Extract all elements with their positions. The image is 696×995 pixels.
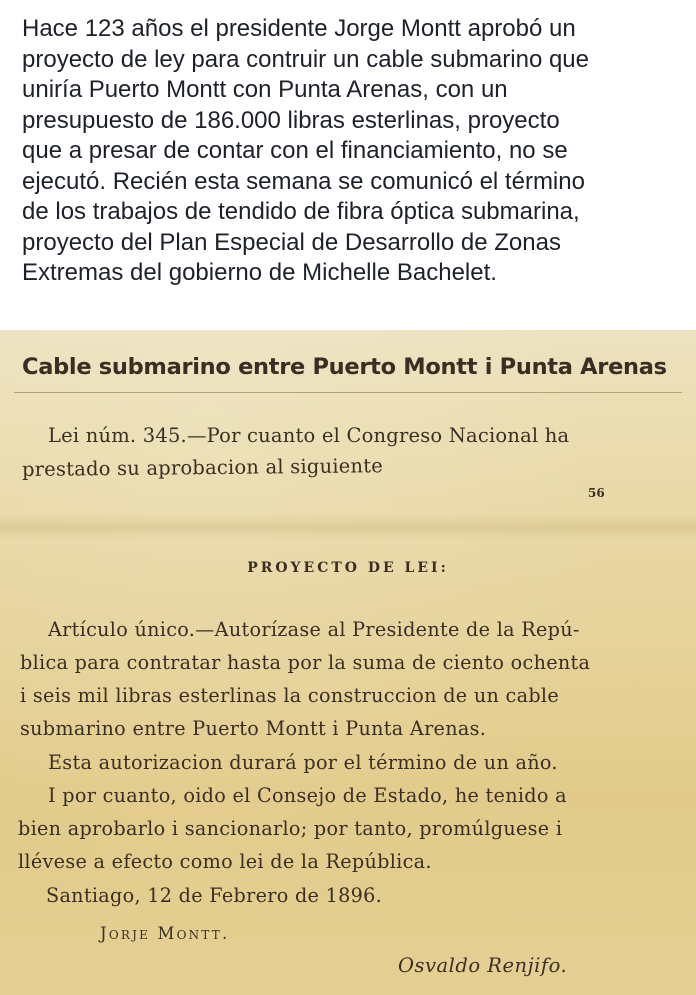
post-line: presupuesto de 186.000 libras esterlinas, proyecto <box>22 106 560 134</box>
post-line: proyecto del Plan Especial de Desarrollo de Zonas <box>22 228 561 256</box>
body-line: bien aprobarlo i sancionarlo; por tanto, promúlguese i <box>18 817 563 840</box>
body-line: submarino entre Puerto Montt i Punta Arenas. <box>20 717 487 740</box>
scanned-document-image[interactable] <box>0 330 696 995</box>
signature-right: Osvaldo Renjifo. <box>398 954 568 977</box>
post-line: Hace 123 años el presidente Jorge Montt aprobó un <box>22 15 576 42</box>
post-line: Extremas del gobierno de Michelle Bachelet. <box>22 259 497 286</box>
law-line: prestado su aprobacion al siguiente <box>21 454 384 481</box>
body-line: I por cuanto, oido el Consejo de Estado, he tenido a <box>48 784 567 807</box>
post-line: ejecutó. Recién esta semana se comunicó el término <box>22 167 585 195</box>
post-line: proyecto de ley para contruir un cable submarino que <box>22 45 589 73</box>
signature-left: Jorje Montt. <box>100 924 230 943</box>
body-line: Artículo único.—Autorízase al Presidente de la Repú- <box>48 618 580 641</box>
body-line: i seis mil libras esterlinas la construccion de un cable <box>20 684 560 707</box>
post-body <box>22 14 682 289</box>
page-number: 56 <box>588 486 605 500</box>
document-heading: Cable submarino entre Puerto Montt i Punta Arenas <box>22 354 667 380</box>
post-line: de los trabajos de tendido de fibra óptica submarina, <box>22 198 580 225</box>
body-line: blica para contratar hasta por la suma de ciento ochenta <box>20 651 591 674</box>
page-fold-shadow <box>0 514 696 540</box>
body-line: Esta autorizacion durará por el término de un año. <box>48 751 558 774</box>
section-title: PROYECTO DE LEI: <box>247 560 449 576</box>
heading-divider <box>14 392 682 393</box>
post-line: uniría Puerto Montt con Punta Arenas, con un <box>22 76 508 103</box>
law-line: Lei núm. 345.—Por cuanto el Congreso Nacional ha <box>48 424 570 447</box>
body-line: Santiago, 12 de Febrero de 1896. <box>46 884 383 907</box>
post-line: que a presar de contar con el financiamiento, no se <box>22 137 568 164</box>
body-line: llévese a efecto como lei de la República. <box>18 850 432 873</box>
